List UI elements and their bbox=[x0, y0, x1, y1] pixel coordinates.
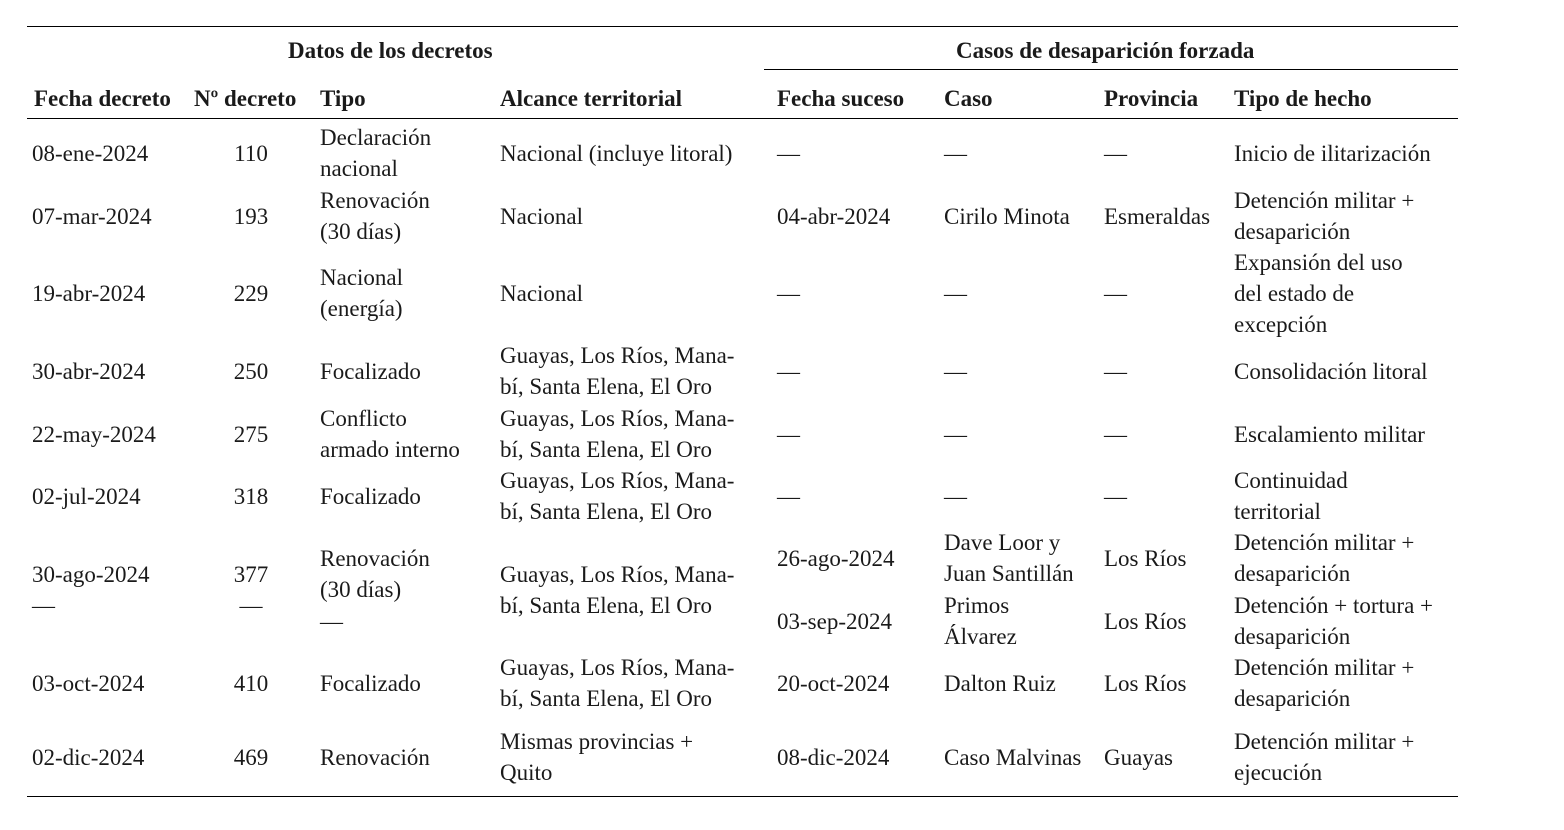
cell-line: Expansión del uso bbox=[1234, 249, 1403, 275]
cell-line: 250 bbox=[233, 358, 269, 384]
cell-tipo bbox=[320, 742, 430, 773]
cell-line: desaparición bbox=[1234, 561, 1351, 586]
cell-tipo bbox=[320, 606, 343, 637]
cell-suceso bbox=[777, 543, 895, 574]
cell-line: 110 bbox=[234, 140, 268, 166]
cell-line: Focalizado bbox=[320, 483, 421, 509]
cell-alcance bbox=[500, 652, 734, 714]
cell-line: del estado de bbox=[1234, 280, 1355, 306]
cell-line: — bbox=[944, 483, 967, 509]
cell-line: Nacional bbox=[500, 203, 584, 229]
cell-suceso bbox=[777, 742, 889, 773]
cell-line: Escalamiento militar bbox=[1234, 421, 1425, 447]
cell-line: 19-abr-2024 bbox=[32, 280, 146, 306]
cell-tipo bbox=[320, 403, 460, 465]
cell-hecho bbox=[1234, 465, 1348, 527]
cell-hecho bbox=[1234, 590, 1433, 652]
cell-provincia bbox=[1104, 606, 1186, 637]
cell-fecha bbox=[32, 668, 144, 699]
cell-line: — bbox=[777, 421, 800, 447]
cell-suceso bbox=[777, 668, 889, 699]
table-top-rule bbox=[27, 26, 1458, 27]
cell-line: Guayas bbox=[1104, 744, 1173, 770]
cell-tipo bbox=[320, 543, 430, 605]
cell-line: Renovación bbox=[320, 188, 430, 213]
cell-line: bí, Santa Elena, El Oro bbox=[500, 499, 713, 524]
cell-hecho bbox=[1234, 652, 1414, 714]
group-header-decretos: Datos de los decretos bbox=[288, 38, 493, 63]
cell-line: — bbox=[944, 421, 967, 447]
col-header-tipo-hecho: Tipo de hecho bbox=[1234, 86, 1372, 111]
cell-fecha bbox=[32, 201, 152, 232]
cell-line: Los Ríos bbox=[1104, 670, 1187, 696]
cell-line: — bbox=[1104, 280, 1127, 306]
cell-line: 02-jul-2024 bbox=[32, 483, 141, 509]
cell-tipo bbox=[320, 668, 421, 699]
cell-provincia bbox=[1104, 481, 1127, 512]
cell-hecho bbox=[1234, 419, 1425, 450]
cell-line: 08-dic-2024 bbox=[777, 744, 890, 770]
cell-num bbox=[211, 138, 291, 169]
cell-caso bbox=[944, 138, 967, 169]
cell-line: Guayas, Los Ríos, Mana- bbox=[500, 468, 735, 493]
cell-tipo bbox=[320, 356, 421, 387]
cell-line: bí, Santa Elena, El Oro bbox=[500, 437, 713, 462]
cell-hecho bbox=[1234, 527, 1414, 589]
cell-fecha bbox=[32, 559, 150, 590]
cell-provincia bbox=[1104, 419, 1127, 450]
cell-caso bbox=[944, 590, 1017, 652]
cell-fecha bbox=[32, 278, 145, 309]
cell-line: desaparición bbox=[1234, 624, 1351, 649]
cell-line: 07-mar-2024 bbox=[32, 203, 152, 229]
cell-line: — bbox=[320, 608, 343, 634]
cell-line: Detención + tortura + bbox=[1234, 593, 1434, 618]
cell-line: Quito bbox=[500, 760, 553, 785]
cell-fecha bbox=[32, 356, 145, 387]
cell-alcance bbox=[500, 278, 583, 309]
col-header-tipo: Tipo bbox=[320, 86, 366, 111]
cell-line: 30-abr-2024 bbox=[32, 358, 146, 384]
cell-line: Esmeraldas bbox=[1104, 203, 1211, 229]
cell-provincia bbox=[1104, 543, 1186, 574]
cell-line: 469 bbox=[233, 744, 269, 770]
table-bottom-rule bbox=[27, 796, 1458, 797]
cell-tipo bbox=[320, 185, 430, 247]
cell-line: Conflicto bbox=[320, 406, 407, 431]
col-header-caso: Caso bbox=[944, 86, 993, 111]
cell-line: Guayas, Los Ríos, Mana- bbox=[500, 562, 735, 587]
cell-fecha bbox=[32, 138, 148, 169]
cell-line: — bbox=[1104, 421, 1127, 447]
cell-num bbox=[211, 590, 291, 621]
cell-line: Consolidación litoral bbox=[1234, 358, 1428, 384]
cell-line: 410 bbox=[233, 670, 269, 696]
cell-caso bbox=[944, 481, 967, 512]
cell-line: Guayas, Los Ríos, Mana- bbox=[500, 343, 735, 368]
cell-fecha bbox=[32, 481, 141, 512]
cell-suceso bbox=[777, 481, 800, 512]
cell-line: 02-dic-2024 bbox=[32, 744, 145, 770]
cell-num bbox=[211, 356, 291, 387]
cell-line: bí, Santa Elena, El Oro bbox=[500, 686, 713, 711]
cell-line: — bbox=[944, 280, 967, 306]
cell-line: excepción bbox=[1234, 311, 1328, 337]
cell-line: Detención militar + bbox=[1234, 188, 1415, 213]
cell-alcance bbox=[500, 465, 734, 527]
cell-line: 08-ene-2024 bbox=[32, 140, 149, 166]
cell-line: — bbox=[777, 483, 800, 509]
cell-line: ejecución bbox=[1234, 760, 1323, 785]
cell-line: — bbox=[1104, 358, 1127, 384]
header-bottom-rule bbox=[27, 118, 1458, 119]
cell-caso bbox=[944, 278, 967, 309]
cell-line: Nacional bbox=[320, 265, 404, 290]
cell-suceso bbox=[777, 356, 800, 387]
cell-line: (30 días) bbox=[320, 577, 402, 602]
cell-alcance bbox=[500, 726, 693, 788]
cell-caso bbox=[944, 356, 967, 387]
cell-line: Focalizado bbox=[320, 670, 421, 696]
cell-alcance bbox=[500, 559, 734, 621]
cell-alcance bbox=[500, 138, 732, 169]
cell-line: Detención militar + bbox=[1234, 655, 1415, 680]
cell-alcance bbox=[500, 340, 734, 402]
cell-line: — bbox=[777, 140, 800, 166]
col-header-num-decreto: Nº decreto bbox=[194, 86, 297, 111]
cell-alcance bbox=[500, 403, 734, 465]
cell-line: desaparición bbox=[1234, 219, 1351, 244]
cell-line: Renovación bbox=[320, 546, 430, 571]
cell-suceso bbox=[777, 419, 800, 450]
cell-line: Los Ríos bbox=[1104, 608, 1187, 634]
cell-line: — bbox=[944, 140, 967, 166]
cell-line: Declaración bbox=[320, 125, 432, 150]
cell-line: Renovación bbox=[320, 744, 430, 770]
cell-line: Mismas provincias + bbox=[500, 729, 694, 754]
cell-caso bbox=[944, 742, 1081, 773]
col-header-fecha-suceso: Fecha suceso bbox=[777, 86, 905, 111]
cell-num bbox=[211, 559, 291, 590]
cell-num bbox=[211, 742, 291, 773]
cell-line: Guayas, Los Ríos, Mana- bbox=[500, 655, 735, 680]
cell-line: nacional bbox=[320, 156, 398, 181]
cell-hecho bbox=[1234, 247, 1403, 340]
cell-suceso bbox=[777, 138, 800, 169]
cell-num bbox=[211, 201, 291, 232]
cell-tipo bbox=[320, 481, 421, 512]
cell-line: 275 bbox=[233, 421, 269, 447]
cell-line: 03-sep-2024 bbox=[777, 608, 892, 634]
cell-line: Nacional (incluye litoral) bbox=[500, 140, 733, 166]
cell-line: Inicio de ilitarización bbox=[1234, 140, 1431, 166]
cell-alcance bbox=[500, 201, 583, 232]
cell-hecho bbox=[1234, 356, 1428, 387]
cell-caso bbox=[944, 201, 1070, 232]
cell-line: Detención militar + bbox=[1234, 530, 1415, 555]
cell-line: 04-abr-2024 bbox=[777, 203, 891, 229]
casos-group-rule bbox=[764, 69, 1458, 70]
cell-hecho bbox=[1234, 138, 1431, 169]
cell-fecha bbox=[32, 742, 144, 773]
cell-caso bbox=[944, 419, 967, 450]
cell-line: Caso Malvinas bbox=[944, 744, 1082, 770]
cell-line: — bbox=[1104, 140, 1127, 166]
cell-line: bí, Santa Elena, El Oro bbox=[500, 593, 713, 618]
cell-line: Focalizado bbox=[320, 358, 421, 384]
cell-provincia bbox=[1104, 138, 1127, 169]
col-header-alcance: Alcance territorial bbox=[500, 86, 682, 111]
cell-line: 377 bbox=[233, 561, 269, 587]
cell-line: Juan Santillán bbox=[944, 561, 1074, 586]
cell-line: 03-oct-2024 bbox=[32, 670, 145, 696]
cell-line: (energía) bbox=[320, 296, 403, 321]
cell-line: Dalton Ruiz bbox=[944, 670, 1056, 696]
cell-tipo bbox=[320, 262, 403, 324]
col-header-provincia: Provincia bbox=[1104, 86, 1199, 111]
cell-provincia bbox=[1104, 201, 1210, 232]
cell-line: bí, Santa Elena, El Oro bbox=[500, 374, 713, 399]
cell-suceso bbox=[777, 201, 890, 232]
cell-line: 26-ago-2024 bbox=[777, 545, 895, 571]
cell-line: 193 bbox=[233, 203, 269, 229]
cell-tipo bbox=[320, 122, 431, 184]
cell-line: Los Ríos bbox=[1104, 545, 1187, 571]
cell-fecha bbox=[32, 419, 156, 450]
cell-line: territorial bbox=[1234, 499, 1321, 524]
cell-line: Nacional bbox=[500, 280, 584, 306]
cell-line: 30-ago-2024 bbox=[32, 561, 150, 587]
cell-num bbox=[211, 481, 291, 512]
cell-line: Guayas, Los Ríos, Mana- bbox=[500, 406, 735, 431]
cell-provincia bbox=[1104, 742, 1173, 773]
cell-line: — bbox=[944, 358, 967, 384]
cell-line: (30 días) bbox=[320, 219, 402, 244]
cell-line: 229 bbox=[233, 280, 269, 306]
cell-line: Cirilo Minota bbox=[944, 203, 1070, 229]
cell-caso bbox=[944, 668, 1056, 699]
cell-caso bbox=[944, 527, 1074, 589]
cell-provincia bbox=[1104, 356, 1127, 387]
cell-line: — bbox=[1104, 483, 1127, 509]
cell-line: — bbox=[32, 592, 55, 618]
cell-hecho bbox=[1234, 185, 1414, 247]
cell-line: — bbox=[239, 592, 263, 618]
cell-suceso bbox=[777, 278, 800, 309]
cell-line: 318 bbox=[233, 483, 269, 509]
cell-line: Álvarez bbox=[944, 624, 1017, 649]
cell-line: — bbox=[777, 280, 800, 306]
cell-fecha bbox=[32, 590, 55, 621]
cell-line: Primos bbox=[944, 593, 1010, 618]
cell-line: armado interno bbox=[320, 437, 460, 462]
cell-line: desaparición bbox=[1234, 686, 1351, 711]
cell-line: Detención militar + bbox=[1234, 729, 1415, 754]
cell-line: — bbox=[777, 358, 800, 384]
cell-line: 22-may-2024 bbox=[32, 421, 156, 447]
cell-num bbox=[211, 668, 291, 699]
cell-num bbox=[211, 278, 291, 309]
cell-line: Dave Loor y bbox=[944, 530, 1061, 555]
cell-line: 20-oct-2024 bbox=[777, 670, 890, 696]
cell-num bbox=[211, 419, 291, 450]
cell-hecho bbox=[1234, 726, 1414, 788]
cell-line: Continuidad bbox=[1234, 468, 1348, 493]
cell-provincia bbox=[1104, 668, 1186, 699]
cell-provincia bbox=[1104, 278, 1127, 309]
col-header-fecha-decreto: Fecha decreto bbox=[34, 86, 171, 111]
cell-suceso bbox=[777, 606, 892, 637]
group-header-casos: Casos de desaparición forzada bbox=[956, 38, 1255, 63]
